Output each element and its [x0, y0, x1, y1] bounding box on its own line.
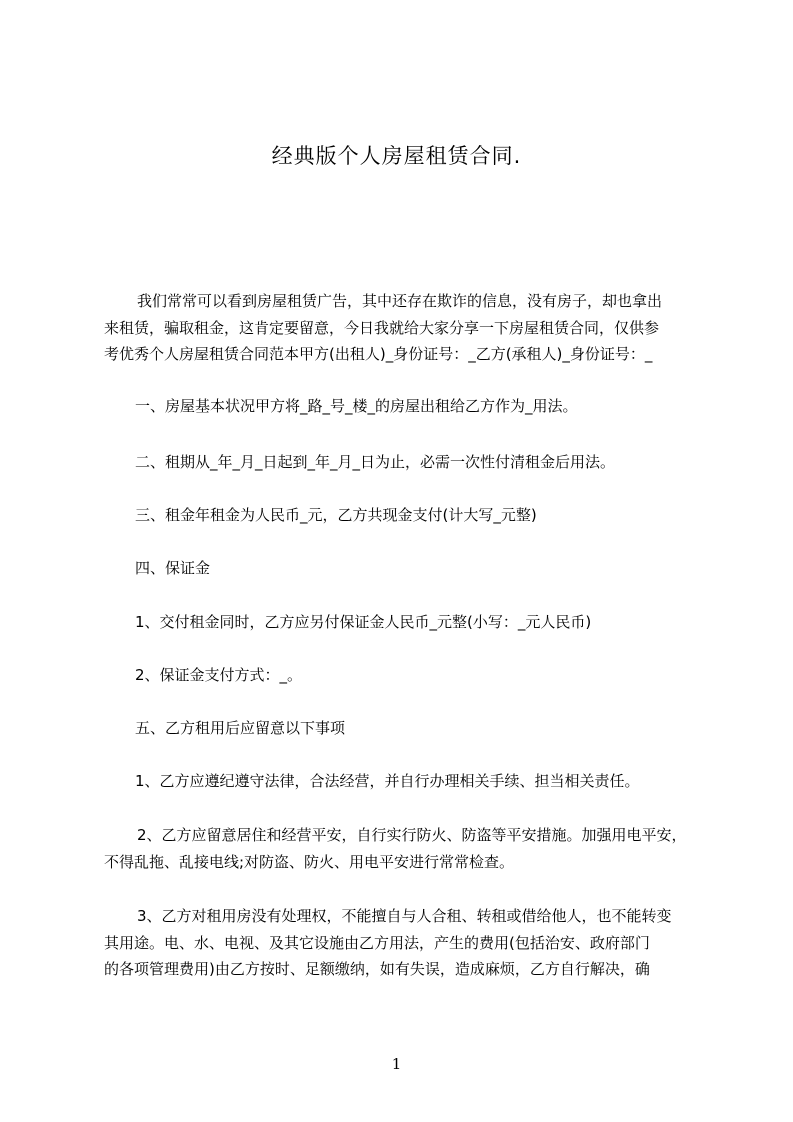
intro-line-2: 来租赁，骗取租金，这肯定要留意，今日我就给大家分享一下房屋租赁合同，仅供参 [104, 318, 660, 337]
clause-5-item-1: 1、乙方应遵纪遵守法律，合法经营，并自行办理相关手续、担当相关责任。 [135, 772, 640, 790]
intro-paragraph [104, 288, 724, 368]
clause-5-item-2-line-2: 不得乱拖、乱接电线;对防盗、防火、用电平安进行常常检查。 [104, 852, 515, 871]
clause-5-item-2 [104, 822, 724, 875]
page-number: 1 [391, 1055, 402, 1073]
clause-1: 一、房屋基本状况甲方将_路_号_楼_的房屋出租给乙方作为_用法。 [135, 397, 578, 415]
document-title: 经典版个人房屋租赁合同. [271, 144, 522, 168]
clause-5-item-3-line-1: 3、乙方对租用房没有处理权，不能擅自与人合租、转租或借给他人，也不能转变 [137, 907, 672, 925]
clause-5-item-3-line-3: 的各项管理费用)由乙方按时、足额缴纳，如有失误，造成麻烦，乙方自行解决，确 [104, 960, 650, 978]
clause-4-heading: 四、保证金 [135, 559, 211, 577]
clause-2: 二、租期从_年_月_日起到_年_月_日为止，必需一次性付清租金后用法。 [135, 453, 616, 471]
clause-3: 三、租金年租金为人民币_元，乙方共现金支付(计大写_元整) [135, 506, 537, 524]
clause-5-item-3-line-2: 其用途。电、水、电视、及其它设施由乙方用法，产生的费用(包括治安、政府部门 [104, 933, 650, 952]
clause-5-heading: 五、乙方租用后应留意以下事项 [135, 719, 346, 737]
clause-4-item-1: 1、交付租金同时，乙方应另付保证金人民币_元整(小写：_元人民币) [135, 613, 592, 631]
clause-4-item-2: 2、保证金支付方式：_。 [135, 666, 303, 684]
clause-5-item-2-line-1: 2、乙方应留意居住和经营平安，自行实行防火、防盗等平安措施。加强用电平安， [137, 826, 687, 844]
intro-line-3: 考优秀个人房屋租赁合同范本甲方(出租人)_身份证号：_乙方(承租人)_身份证号：_ [104, 345, 653, 363]
clause-5-item-3 [104, 903, 724, 983]
intro-line-1: 我们常常可以看到房屋租赁广告，其中还存在欺诈的信息，没有房子，却也拿出 [137, 292, 663, 310]
